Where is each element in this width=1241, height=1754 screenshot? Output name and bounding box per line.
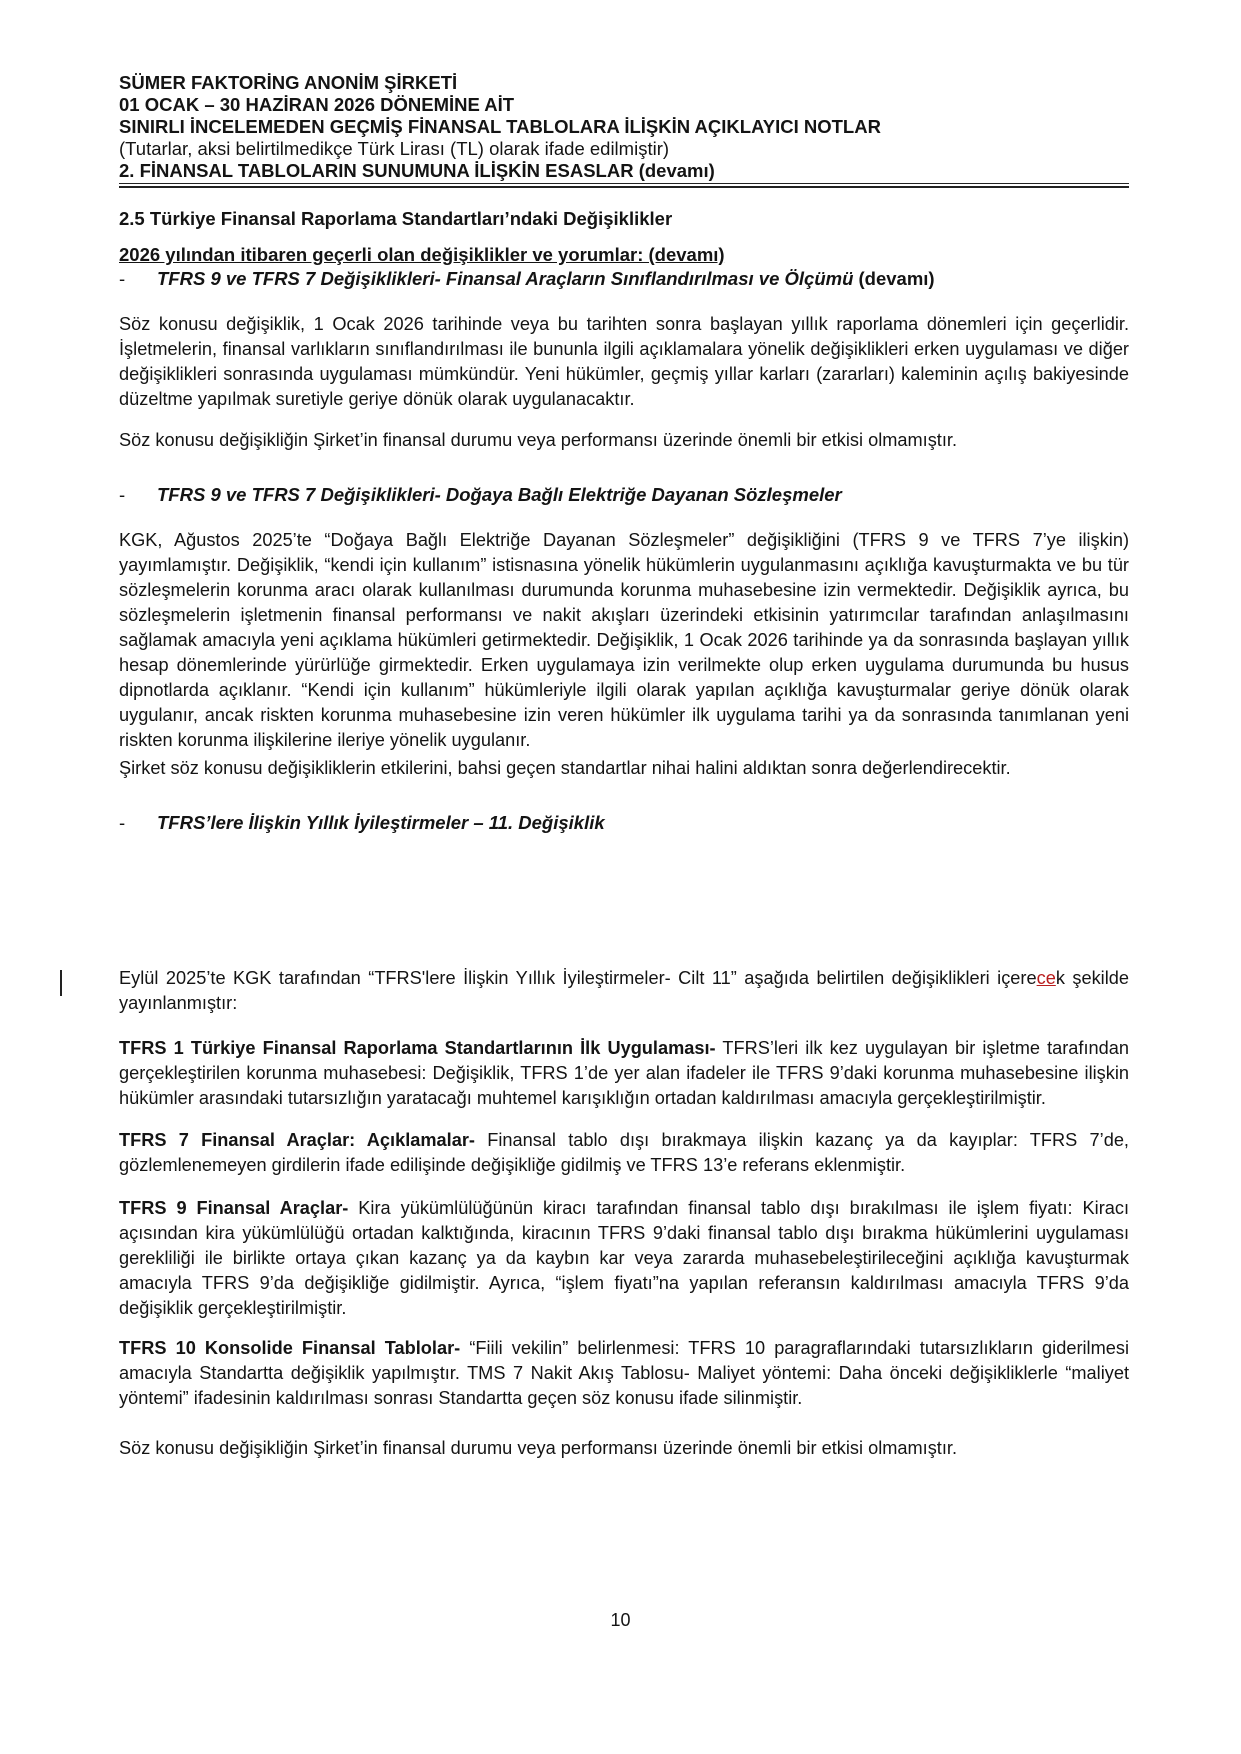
tfrs10-paragraph (119, 1336, 1129, 1411)
list-dash: - (119, 268, 126, 289)
item1-heading (119, 268, 935, 290)
item1-paragraph-1: Söz konusu değişiklik, 1 Ocak 2026 tarihinde veya bu tarihten sonra başlayan yıllık raporlama dönemleri için geçerlidir. İşletmelerin, finansal varlıkların sınıflandırılması ile bununla ilgili açıklamalara yönelik değişiklikleri erken uygulaması ve diğer değişiklikleri sonrasında uygulaması mümkündür. Yeni hükümler, geçmiş yıllar karları (zararları) kaleminin açılış bakiyesinde düzeltme yapılmak suretiyle geriye dönük olarak uygulanacaktır. (119, 314, 1129, 409)
header-divider-thick (119, 186, 1129, 188)
report-period: 01 OCAK – 30 HAZİRAN 2026 DÖNEMİNE AİT (119, 94, 515, 115)
tfrs1-text: TFRS’leri ilk kez uygulayan bir işletme tarafından gerçekleştirilen korunma muhasebesi: Değişiklik, TFRS 1’de yer alan ifadeler ile TFRS 9’daki korunma muhasebesine ilişkin hükümler arasındaki tutarsızlığın yaratacağı muhtemel karışıklığın ortadan kaldırılması amacıyla gerçekleştirilmiştir. (119, 1038, 1129, 1108)
section-title: 2. FİNANSAL TABLOLARIN SUNUMUNA İLİŞKİN ESASLAR (devamı) (119, 160, 715, 181)
tfrs10-text: “Fiili vekilin” belirlenmesi: TFRS 10 paragraflarındaki tutarsızlıkların giderilmesi amacıyla Standartta değişiklik yapılmıştır. TMS 7 Nakit Akış Tablosu- Maliyet yöntemi: Daha önceki değişikliklerle “maliyet yöntemi” ifadesinin kaldırılması sonrası Standartta geçen söz konusu ifade silinmiştir. (119, 1338, 1129, 1408)
tfrs1-label: TFRS 1 Türkiye Finansal Raporlama Standartlarının İlk Uygulaması- (119, 1038, 716, 1058)
subsection-title: 2.5 Türkiye Finansal Raporlama Standartları’ndaki Değişiklikler (119, 208, 673, 229)
tfrs10-label: TFRS 10 Konsolide Finansal Tablolar- (119, 1338, 461, 1358)
tfrs7-text: Finansal tablo dışı bırakmaya ilişkin kazanç ya da kayıplar: TFRS 7’de, gözlemlenemeyen girdilerin ifade edilişinde değişikliğe gidilmiş ve TFRS 13’e referans eklenmiştir. (119, 1130, 1129, 1175)
item3-intro-end: k şekilde yayınlanmıştır: (119, 968, 1129, 1013)
item2-paragraph-1: KGK, Ağustos 2025’te “Doğaya Bağlı Elektriğe Dayanan Sözleşmeler” değişikliğini (TFRS 9 ve TFRS 7’ye ilişkin) yayımlamıştır. Değişiklik, “kendi için kullanım” istisnasına yönelik hükümlerin uygulanmasını açıklığa kavuşturmakta ve bu tür sözleşmelerin korunma aracı olarak kullanılması durumunda korunma muhasebesine izin vermektedir. Değişiklik ayrıca, bu sözleşmelerin işletmenin finansal performansı ve nakit akışları üzerindeki etkisinin yatırımcılar tarafından anlaşılmasını sağlamak amacıyla yeni açıklama hükümleri getirmektedir. Değişiklik, 1 Ocak 2026 tarihinde ya da sonrasında başlayan yıllık hesap dönemlerinde yürürlüğe girmektedir. Erken uygulamaya izin verilmekte olup erken uygulama durumunda bu husus dipnotlarda açıklanır. “Kendi için kullanım” hükümleriyle ilgili olarak yapılan açıklığa kavuşturmalar geriye dönük olarak uygulanır, ancak riskten korunma muhasebesine izin veren hükümler ilk uygulama tarihi ya da sonrasında tanımlanan yeni riskten korunma ilişkilerine ileriye yönelik uygulanır. (119, 530, 1129, 750)
header-divider-thin (119, 183, 1129, 184)
item1-title-suffix: (devamı) (853, 268, 935, 289)
tfrs7-paragraph (119, 1128, 1129, 1178)
page-number: 10 (610, 1610, 631, 1630)
item3-heading (119, 812, 605, 834)
item1-title: TFRS 9 ve TFRS 7 Değişiklikleri- Finansal Araçların Sınıflandırılması ve Ölçümü (157, 268, 854, 289)
list-dash: - (119, 812, 126, 833)
item3-intro-text: Eylül 2025’te KGK tarafından “TFRS'lere İlişkin Yıllık İyileştirmeler- Cilt 11” aşağıda belirtilen değişiklikleri içere (119, 968, 1037, 988)
tfrs9-text: Kira yükümlülüğünün kiracı tarafından finansal tablo dışı bırakılması ile işlem fiyatı: Kiracı açısından kira yükümlülüğü ortadan kalktığında, kiracının TFRS 9’daki finansal tablo dışı bırakma hükümlerini uygulaması gerekliliği ile birlikte ortaya çıkan kazanç ya da kaybın kar veya zararda muhasebeleştirileceğini açıklığa kavuşturmak amacıyla TFRS 9’da değişikliğe gidilmiştir. Ayrıca, “işlem fiyatı”na yapılan referansın kaldırılması amacıyla TFRS 9’da değişiklik gerçekleştirilmiştir. (119, 1198, 1130, 1318)
effective-changes-heading: 2026 yılından itibaren geçerli olan değişiklikler ve yorumlar: (devamı) (119, 244, 725, 265)
item3-intro (119, 966, 1129, 1016)
tfrs9-label: TFRS 9 Finansal Araçlar- (119, 1198, 349, 1218)
revision-mark: ce (1036, 968, 1056, 988)
report-title: SINIRLI İNCELEMEDEN GEÇMİŞ FİNANSAL TABLOLARA İLİŞKİN AÇIKLAYICI NOTLAR (119, 116, 881, 137)
item2-title: TFRS 9 ve TFRS 7 Değişiklikleri- Doğaya Bağlı Elektriğe Dayanan Sözleşmeler (157, 484, 842, 505)
tfrs1-paragraph (119, 1036, 1129, 1111)
currency-note: (Tutarlar, aksi belirtilmedikçe Türk Lirası (TL) olarak ifade edilmiştir) (119, 138, 670, 159)
tfrs7-label: TFRS 7 Finansal Araçlar: Açıklamalar- (119, 1130, 475, 1150)
tfrs9-paragraph (119, 1196, 1129, 1321)
revision-change-bar (60, 970, 62, 996)
item1-paragraph-2: Söz konusu değişikliğin Şirket’in finansal durumu veya performansı üzerinde önemli bir etkisi olmamıştır. (119, 430, 958, 450)
list-dash: - (119, 484, 126, 505)
company-name: SÜMER FAKTORİNG ANONİM ŞİRKETİ (119, 72, 458, 93)
item3-closing: Söz konusu değişikliğin Şirket’in finansal durumu veya performansı üzerinde önemli bir etkisi olmamıştır. (119, 1438, 958, 1458)
item3-title: TFRS’lere İlişkin Yıllık İyileştirmeler – 11. Değişiklik (157, 812, 605, 833)
item2-heading (119, 484, 842, 506)
item2-paragraph-2: Şirket söz konusu değişikliklerin etkilerini, bahsi geçen standartlar nihai halini aldıktan sonra değerlendirecektir. (119, 758, 1011, 778)
